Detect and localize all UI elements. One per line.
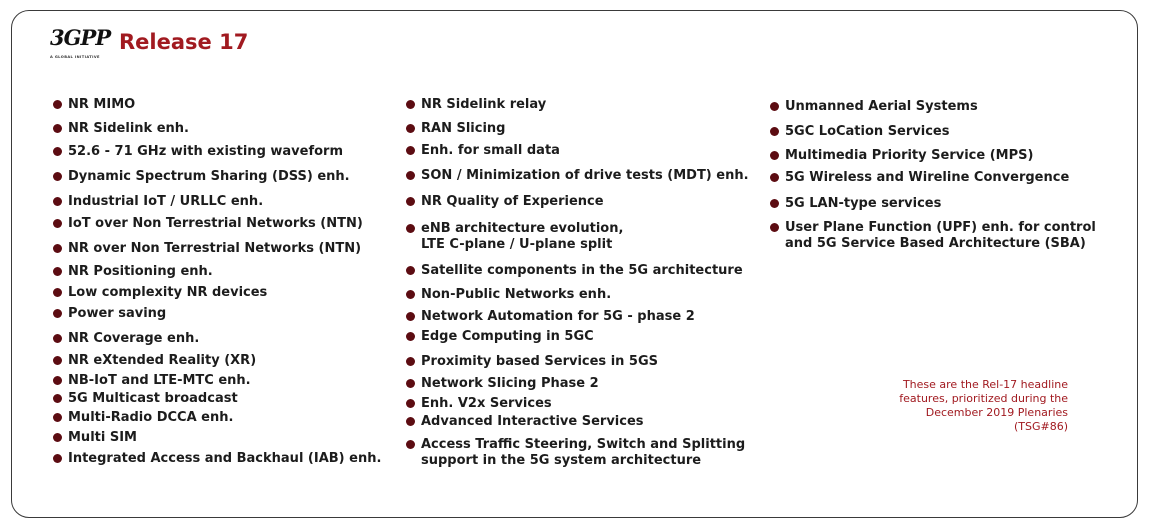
list-item-label: Multimedia Priority Service (MPS)	[785, 148, 1034, 163]
list-item	[53, 144, 343, 160]
list-item-label: NR Quality of Experience	[421, 194, 604, 209]
list-item	[53, 121, 189, 137]
footnote: These are the Rel-17 headline features, prioritized during the December 2019 Plenaries (TSG#86)	[899, 378, 1068, 433]
list-item	[406, 221, 623, 253]
bullet-icon	[53, 454, 62, 463]
list-item	[53, 430, 137, 446]
list-item-label: Satellite components in the 5G architecture	[421, 263, 743, 278]
list-item	[53, 285, 267, 301]
list-item-label: Network Slicing Phase 2	[421, 376, 599, 391]
list-item	[770, 99, 978, 115]
list-item-label: NR MIMO	[68, 97, 136, 112]
bullet-icon	[53, 197, 62, 206]
bullet-icon	[53, 309, 62, 318]
bullet-icon	[770, 223, 779, 232]
bullet-icon	[406, 124, 415, 133]
list-item	[53, 331, 199, 347]
list-item	[406, 194, 604, 210]
bullet-icon	[53, 267, 62, 276]
bullet-icon	[770, 127, 779, 136]
bullet-icon	[406, 417, 415, 426]
list-item-label: 5G Wireless and Wireline Convergence	[785, 170, 1070, 185]
logo-mark: 3GPP	[50, 25, 111, 50]
list-item	[53, 216, 363, 232]
list-item	[406, 143, 560, 159]
list-item	[406, 396, 552, 412]
bullet-icon	[53, 433, 62, 442]
list-item-label: Non-Public Networks enh.	[421, 287, 612, 302]
list-item	[770, 220, 1096, 252]
list-item-label: NR over Non Terrestrial Networks (NTN)	[68, 241, 362, 256]
list-item-label: Low complexity NR devices	[68, 285, 268, 300]
list-item	[770, 170, 1069, 186]
list-item-label: eNB architecture evolution, LTE C-plane / U-plane split	[421, 221, 624, 252]
list-item	[53, 264, 213, 280]
list-item	[53, 169, 350, 185]
bullet-icon	[406, 197, 415, 206]
bullet-icon	[406, 332, 415, 341]
bullet-icon	[53, 219, 62, 228]
list-item	[406, 121, 505, 137]
bullet-icon	[406, 379, 415, 388]
list-item-label: Enh. for small data	[421, 143, 560, 158]
list-item	[53, 241, 361, 257]
list-item-label: Integrated Access and Backhaul (IAB) enh.	[68, 451, 382, 466]
bullet-icon	[770, 173, 779, 182]
list-item-label: Network Automation for 5G - phase 2	[421, 309, 695, 324]
list-item	[406, 97, 546, 113]
bullet-icon	[770, 199, 779, 208]
list-item	[406, 437, 745, 469]
list-item-label: Dynamic Spectrum Sharing (DSS) enh.	[68, 169, 350, 184]
logo-tagline: A GLOBAL INITIATIVE	[50, 55, 100, 59]
bullet-icon	[53, 147, 62, 156]
list-item	[53, 353, 256, 369]
list-item-label: NB-IoT and LTE-MTC enh.	[68, 373, 251, 388]
list-item	[53, 451, 381, 467]
bullet-icon	[53, 376, 62, 385]
bullet-icon	[406, 224, 415, 233]
list-item	[406, 168, 749, 184]
list-item	[406, 263, 743, 279]
bullet-icon	[53, 124, 62, 133]
list-item	[53, 97, 135, 113]
list-item-label: Advanced Interactive Services	[421, 414, 644, 429]
list-item	[770, 148, 1033, 164]
list-item-label: 5GC LoCation Services	[785, 124, 950, 139]
list-item-label: IoT over Non Terrestrial Networks (NTN)	[68, 216, 363, 231]
bullet-icon	[406, 290, 415, 299]
list-item	[406, 376, 599, 392]
list-item	[53, 410, 233, 426]
list-item-label: Access Traffic Steering, Switch and Splitting support in the 5G system architecture	[421, 437, 746, 468]
list-item-label: NR Sidelink relay	[421, 97, 547, 112]
bullet-icon	[406, 266, 415, 275]
list-item-label: Edge Computing in 5GC	[421, 329, 594, 344]
list-item-label: 5G Multicast broadcast	[68, 391, 238, 406]
list-item-label: 5G LAN-type services	[785, 196, 942, 211]
bullet-icon	[53, 394, 62, 403]
bullet-icon	[53, 172, 62, 181]
list-item-label: NR Sidelink enh.	[68, 121, 189, 136]
list-item	[53, 306, 166, 322]
list-item	[770, 196, 941, 212]
list-item-label: Multi-Radio DCCA enh.	[68, 410, 234, 425]
list-item-label: Proximity based Services in 5GS	[421, 354, 659, 369]
list-item-label: SON / Minimization of drive tests (MDT) enh.	[421, 168, 749, 183]
list-item-label: Power saving	[68, 306, 167, 321]
bullet-icon	[53, 288, 62, 297]
page-title: Release 17	[119, 30, 249, 54]
list-item-label: Unmanned Aerial Systems	[785, 99, 978, 114]
list-item	[406, 309, 695, 325]
list-item-label: Multi SIM	[68, 430, 137, 445]
bullet-icon	[53, 334, 62, 343]
bullet-icon	[406, 357, 415, 366]
list-item	[406, 287, 611, 303]
list-item-label: RAN Slicing	[421, 121, 506, 136]
list-item	[406, 414, 644, 430]
bullet-icon	[406, 312, 415, 321]
list-item-label: NR Positioning enh.	[68, 264, 213, 279]
list-item-label: Enh. V2x Services	[421, 396, 552, 411]
bullet-icon	[53, 100, 62, 109]
bullet-icon	[770, 151, 779, 160]
list-item-label: User Plane Function (UPF) enh. for control and 5G Service Based Architecture (SBA)	[785, 220, 1096, 251]
bullet-icon	[770, 102, 779, 111]
list-item	[53, 373, 251, 389]
bullet-icon	[406, 171, 415, 180]
list-item-label: Industrial IoT / URLLC enh.	[68, 194, 264, 209]
logo	[50, 26, 110, 64]
list-item	[770, 124, 949, 140]
bullet-icon	[53, 413, 62, 422]
bullet-icon	[53, 244, 62, 253]
list-item-label: 52.6 - 71 GHz with existing waveform	[68, 144, 344, 159]
list-item-label: NR eXtended Reality (XR)	[68, 353, 257, 368]
bullet-icon	[406, 146, 415, 155]
list-item	[406, 354, 658, 370]
list-item-label: NR Coverage enh.	[68, 331, 200, 346]
bullet-icon	[406, 440, 415, 449]
bullet-icon	[406, 399, 415, 408]
bullet-icon	[406, 100, 415, 109]
list-item	[53, 194, 263, 210]
bullet-icon	[53, 356, 62, 365]
list-item	[53, 391, 238, 407]
list-item	[406, 329, 594, 345]
